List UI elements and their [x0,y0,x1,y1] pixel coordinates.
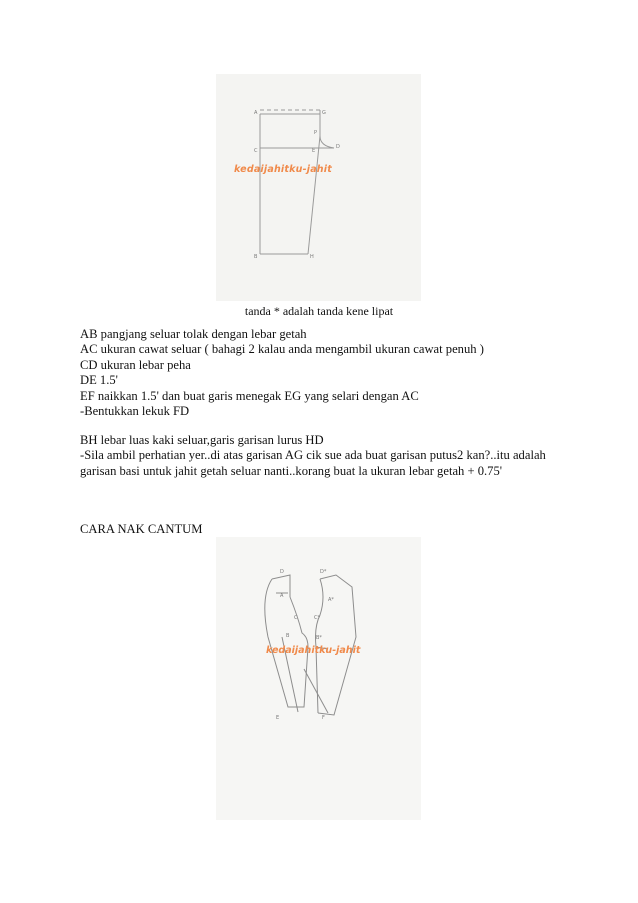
instruction-line: EF naikkan 1.5' dan buat garis menegak EG yang selari dengan AC [80,388,419,403]
section-heading: CARA NAK CANTUM [80,522,203,536]
pattern-draft-sketch [216,74,421,301]
instruction-line: -Bentukkan lekuk FD [80,403,190,418]
label-c-star: C* [314,615,320,621]
label-f: F [322,715,325,721]
assembly-image [216,537,421,820]
label-a: A [254,110,258,116]
label-c: C [254,148,258,154]
instruction-line: AB pangjang seluar tolak dengan lebar getah [80,327,307,341]
instruction-line: -Sila ambil perhatian yer..di atas garisan AG cik sue ada buat garisan putus2 kan?..itu adalah [80,448,546,463]
label-a-star: A* [328,597,334,603]
label-b: B [254,254,258,260]
label-e: E [276,715,280,721]
label-g: G [322,110,326,116]
figure-caption: tanda * adalah tanda kene lipat [244,304,394,318]
instructions-block-1 [80,327,484,419]
watermark-text: kedaijahitku-jahit [234,164,332,175]
instruction-line: DE 1.5' [80,373,118,388]
instruction-line: garisan basi untuk jahit getah seluar nanti..korang buat la ukuran lebar getah + 0.75' [80,463,503,478]
label-a: A [280,593,284,599]
label-d: D [280,569,284,575]
label-p: P [314,130,318,136]
instruction-line: BH lebar luas kaki seluar,garis garisan lurus HD [80,433,324,447]
label-e: E [312,148,316,154]
label-b: B [286,633,290,639]
label-h: H [310,254,314,260]
label-b-star: B* [316,635,322,641]
instructions-block-2 [80,433,546,479]
label-d-star: D* [320,569,327,575]
instruction-line: CD ukuran lebar peha [80,357,191,372]
label-c: C [294,615,298,621]
assembly-sketch [216,537,421,820]
pattern-draft-image [216,74,421,301]
watermark-text: kedaijahitku-jahit [266,645,361,656]
label-d: D [336,144,340,150]
instruction-line: AC ukuran cawat seluar ( bahagi 2 kalau anda mengambil ukuran cawat penuh ) [80,342,484,357]
